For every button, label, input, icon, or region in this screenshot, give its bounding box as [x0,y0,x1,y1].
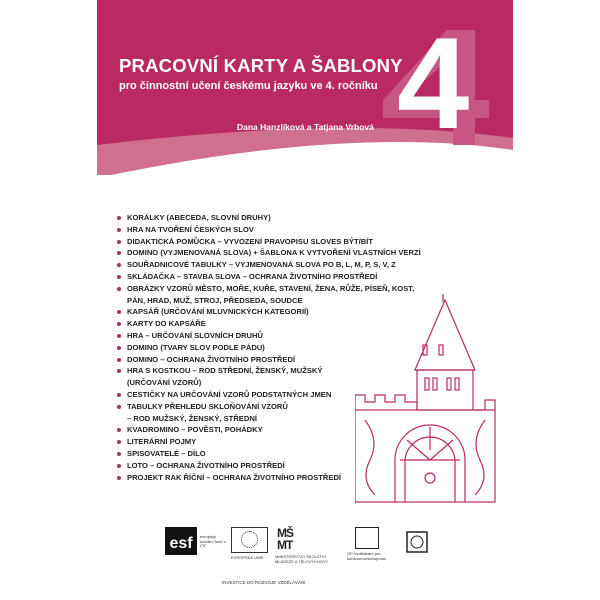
esf-logo-text: evropský sociální fond v ČR [200,534,226,549]
contents-item: LITERÁRNÍ POJMY [117,436,421,448]
esf-logo-mark: esf [165,527,197,555]
op-vk-logo-mark [355,527,379,549]
esf-logo [165,527,226,555]
eu-logo [231,527,268,560]
seal-icon [405,527,429,557]
contents-item: KVADROMINO – POVĚSTI, POHÁDKY [117,424,421,436]
msmt-logo [275,526,329,564]
contents-item: PROJEKT RAK ŘÍČNÍ – OCHRANA ŽIVOTNÍHO PROSTŘEDÍ [117,472,421,484]
contents-item: OBRÁZKY VZORŮ MĚSTO, MOŘE, KUŘE, STAVENÍ, ŽENA, RŮŽE, PÍSEŇ, KOST, [117,283,421,295]
op-vk-logo [347,527,386,561]
book-subtitle: pro činnostní učení českému jazyku ve 4. ročníku [119,80,378,92]
grade-number: 4 [397,10,470,156]
contents-item: CESTIČKY NA URČOVÁNÍ VZORŮ PODSTATNÝCH JMEN [117,389,421,401]
contents-item: SKLÁDAČKA – STAVBA SLOVA – OCHRANA ŽIVOTNÍHO PROSTŘEDÍ [117,271,421,283]
contents-item-continuation: – ROD MUŽSKÝ, ŽENSKÝ, STŘEDNÍ [127,413,257,423]
footer-slogan: INVESTICE DO ROZVOJE VZDĚLÁVÁNÍ [222,580,306,585]
book-cover [97,0,513,600]
contents-item: DOMINO – OCHRANA ŽIVOTNÍHO PROSTŘEDÍ [117,354,421,366]
contents-item: KORÁLKY (ABECEDA, SLOVNÍ DRUHY) [117,212,421,224]
msmt-logo-mark: MŠ MT [277,526,293,552]
book-title: PRACOVNÍ KARTY A ŠABLONY [119,55,403,76]
contents-item: DOMINO (TVARY SLOV PODLE PÁDU) [117,342,421,354]
contents-item-continuation: PÁN, HRAD, MUŽ, STROJ, PŘEDSEDA, SOUDCE [127,295,303,305]
contents-item: DIDAKTICKÁ POMŮCKA – VYVOZENÍ PRAVOPISU SLOVES BÝT/BÍT [117,236,421,248]
contents-item: TABULKY PŘEHLEDU SKLOŇOVÁNÍ VZORŮ [117,401,421,413]
eu-flag-icon [231,527,268,553]
msmt-logo-text: MINISTERSTVO ŠKOLSTVÍ, MLÁDEŽE A TĚLOVÝCHOVY [275,554,329,564]
contents-item: HRA S KOSTKOU – ROD STŘEDNÍ, ŽENSKÝ, MUŽSKÝ [117,365,421,377]
contents-item: HRA – URČOVÁNÍ SLOVNÍCH DRUHŮ [117,330,421,342]
contents-item: SPISOVATELÉ – DÍLO [117,448,421,460]
contents-item: HRA NA TVOŘENÍ ČESKÝCH SLOV [117,224,421,236]
op-vk-logo-text: OP Vzdělávání pro konkurenceschopnost [347,551,386,561]
contents-item: SOUŘADNICOVÉ TABULKY – VYJMENOVANÁ SLOVA PO B, L, M, P, S, V, Z [117,259,421,271]
contents-item: KARTY DO KAPSÁŘE [117,318,421,330]
book-authors: Dana Hanzlíková a Tatjana Vrbová [237,122,374,132]
contents-item-continuation: (URČOVÁNÍ VZORŮ) [127,378,202,388]
contents-item: LOTO – OCHRANA ŽIVOTNÍHO PROSTŘEDÍ [117,460,421,472]
school-seal-logo [405,527,429,562]
eu-logo-text: EVROPSKÁ UNIE [231,555,264,560]
logo-strip [165,527,505,577]
castle-illustration [355,290,505,505]
contents-item: DOMINO (VYJMENOVANÁ SLOVA) + ŠABLONA K VYTVOŘENÍ VLASTNÍCH VERZÍ [117,247,421,259]
contents-item: KAPSÁŘ (URČOVÁNÍ MLUVNICKÝCH KATEGORIÍ) [117,306,421,318]
